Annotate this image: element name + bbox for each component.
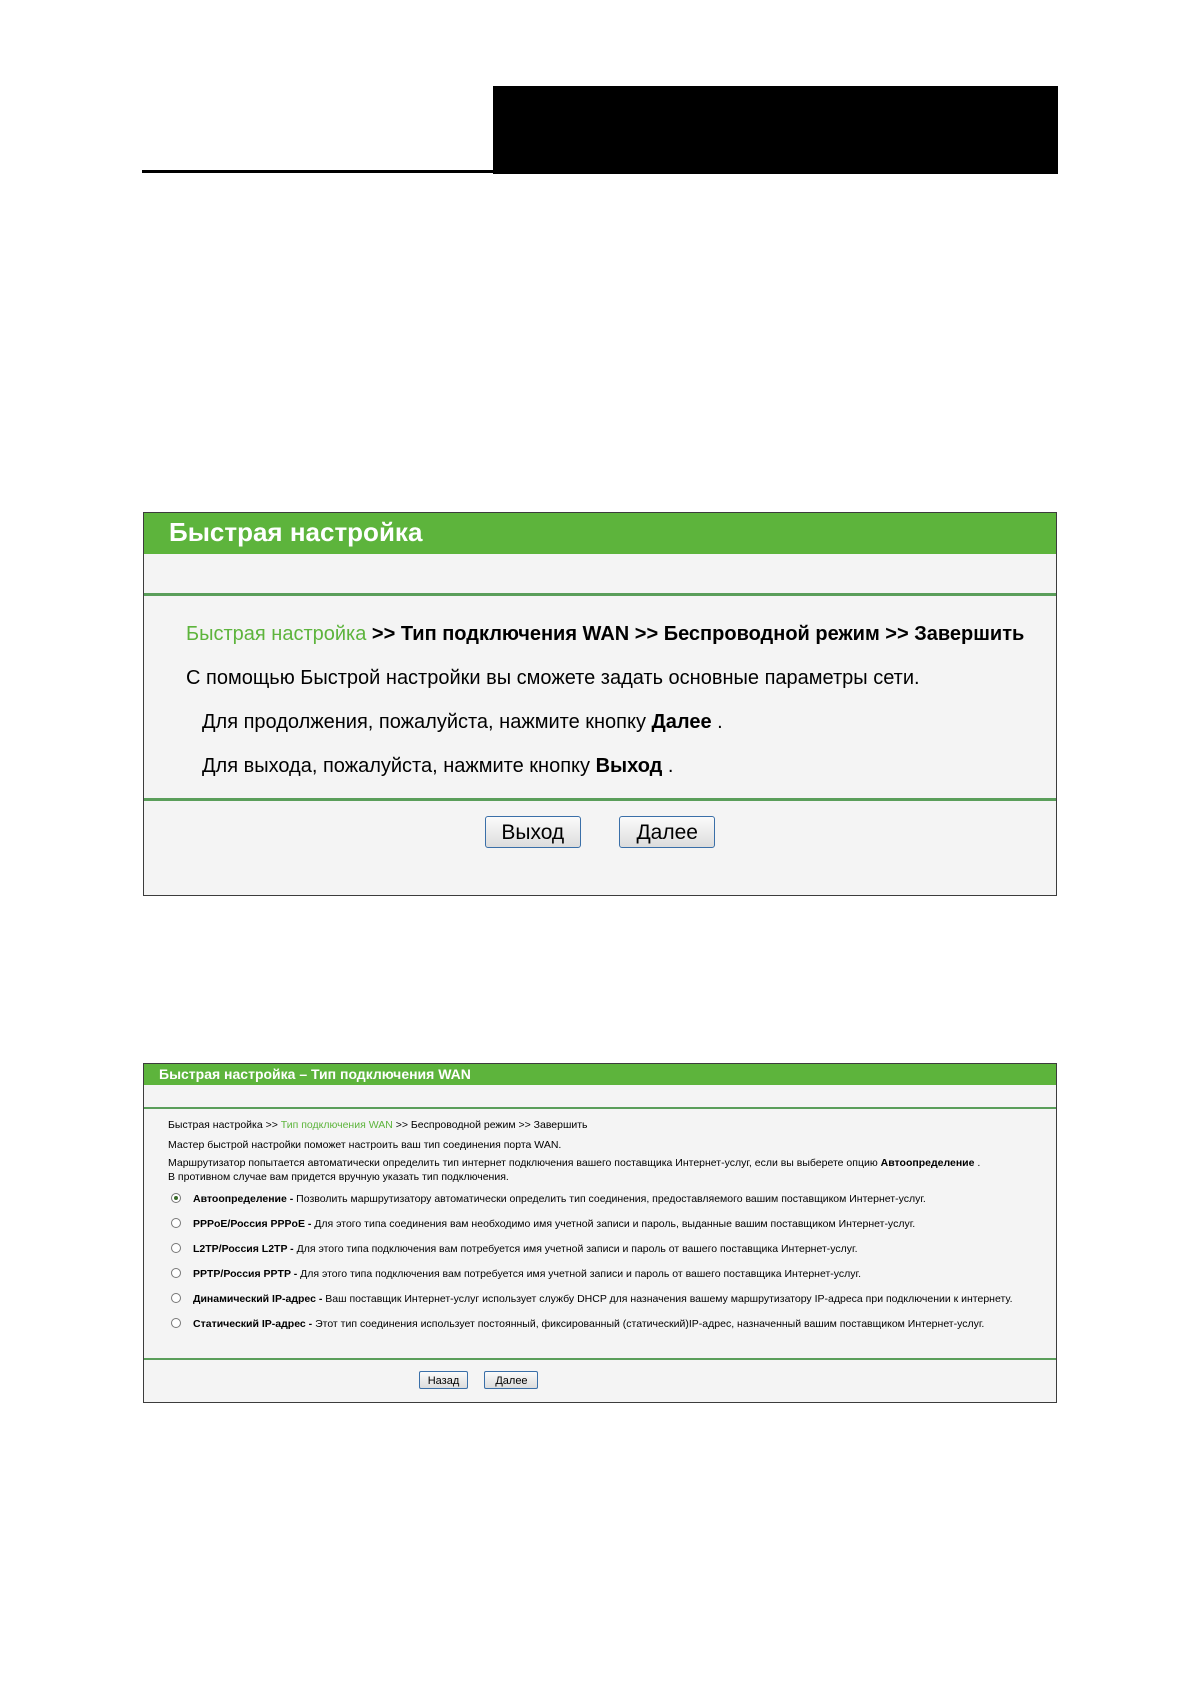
radio-button[interactable] [171, 1218, 181, 1228]
continue-prefix: Для продолжения, пожалуйста, нажмите кнопку [202, 711, 652, 733]
header-block [493, 86, 1058, 174]
wan-option[interactable] [168, 1287, 1056, 1312]
breadcrumb [186, 612, 1056, 656]
next-button[interactable]: Далее [484, 1371, 538, 1389]
back-button[interactable]: Назад [419, 1371, 468, 1389]
breadcrumb-rest: >> Беспроводной режим >> Завершить [392, 1119, 588, 1131]
exit-text [186, 744, 1056, 788]
manual-note: В противном случае вам придется вручную указать тип подключения. [168, 1171, 509, 1183]
breadcrumb-first: Быстрая настройка >> [168, 1119, 281, 1131]
option-label: Динамический IP-адрес - [193, 1293, 323, 1305]
autodetect-note [168, 1156, 1056, 1170]
wan-option[interactable] [168, 1212, 1056, 1237]
wizard-intro: Мастер быстрой настройки поможет настроить ваш тип соединения порта WAN. [168, 1139, 562, 1151]
exit-key: Выход [595, 755, 663, 777]
option-label: PPPoE/Россия PPPoE - [193, 1218, 312, 1230]
radio-button[interactable] [171, 1293, 181, 1303]
panel-title: Быстрая настройка – Тип подключения WAN [144, 1064, 1056, 1085]
autodetect-note-suffix: . [974, 1157, 981, 1169]
wan-option[interactable] [168, 1187, 1056, 1212]
next-button[interactable]: Далее [619, 816, 715, 848]
exit-period: . [662, 755, 674, 777]
option-description: Для этого типа подключения вам потребуется имя учетной записи и пароль от вашего поставщика Интернет-услуг. [293, 1243, 858, 1255]
option-description: Ваш поставщик Интернет-услуг использует службу DHCP для назначения вашему маршрутизатору IP-адреса при подключении к интернету. [322, 1293, 1013, 1305]
panel-body [144, 1109, 1056, 1358]
radio-button[interactable] [171, 1268, 181, 1278]
breadcrumb-rest: >> Тип подключения WAN >> Беспроводной режим >> Завершить [366, 623, 1025, 645]
quick-setup-panel [143, 512, 1057, 896]
panel-footer [144, 1358, 1056, 1402]
option-description: Для этого типа соединения вам необходимо имя учетной записи и пароль, выданные вашим поставщиком Интернет-услуг. [311, 1218, 916, 1230]
continue-text [186, 700, 1056, 744]
breadcrumb [168, 1116, 1056, 1134]
panel-title: Быстрая настройка [144, 513, 1056, 554]
autodetect-note-key: Автоопределение [880, 1157, 975, 1169]
exit-prefix: Для выхода, пожалуйста, нажмите кнопку [202, 755, 596, 777]
panel-footer [144, 798, 1056, 858]
header-rule [142, 170, 495, 173]
option-description: Для этого типа подключения вам потребуется имя учетной записи и пароль от вашего поставщика Интернет-услуг. [297, 1268, 862, 1280]
radio-button[interactable] [171, 1318, 181, 1328]
panel-body [144, 596, 1056, 798]
option-label: Статический IP-адрес - [193, 1318, 313, 1330]
option-label: L2TP/Россия L2TP - [193, 1243, 294, 1255]
breadcrumb-current: Быстрая настройка [186, 623, 367, 645]
intro-text: С помощью Быстрой настройки вы сможете задать основные параметры сети. [186, 667, 920, 689]
wan-options [168, 1187, 1056, 1337]
option-description: Этот тип соединения использует постоянный, фиксированный (статический)IP-адрес, назначенный вашим поставщиком Интернет-услуг. [312, 1318, 985, 1330]
panel-subbar [144, 1085, 1056, 1109]
radio-button[interactable] [171, 1193, 181, 1203]
wan-option[interactable] [168, 1237, 1056, 1262]
exit-button[interactable]: Выход [485, 816, 581, 848]
continue-period: . [711, 711, 723, 733]
breadcrumb-current: Тип подключения WAN [280, 1119, 393, 1131]
radio-button[interactable] [171, 1243, 181, 1253]
continue-key: Далее [651, 711, 712, 733]
autodetect-note-prefix: Маршрутизатор попытается автоматически определить тип интернет подключения вашего поставщика Интернет-услуг, если вы выберете опцию [168, 1157, 881, 1169]
wan-type-panel [143, 1063, 1057, 1403]
wan-option[interactable] [168, 1262, 1056, 1287]
wan-option[interactable] [168, 1312, 1056, 1337]
option-description: Позволить маршрутизатору автоматически определить тип соединения, предоставляемого вашим поставщиком Интернет-услуг. [293, 1193, 926, 1205]
option-label: Автоопределение - [193, 1193, 294, 1205]
option-label: PPTP/Россия PPTP - [193, 1268, 298, 1280]
panel-subbar [144, 554, 1056, 596]
